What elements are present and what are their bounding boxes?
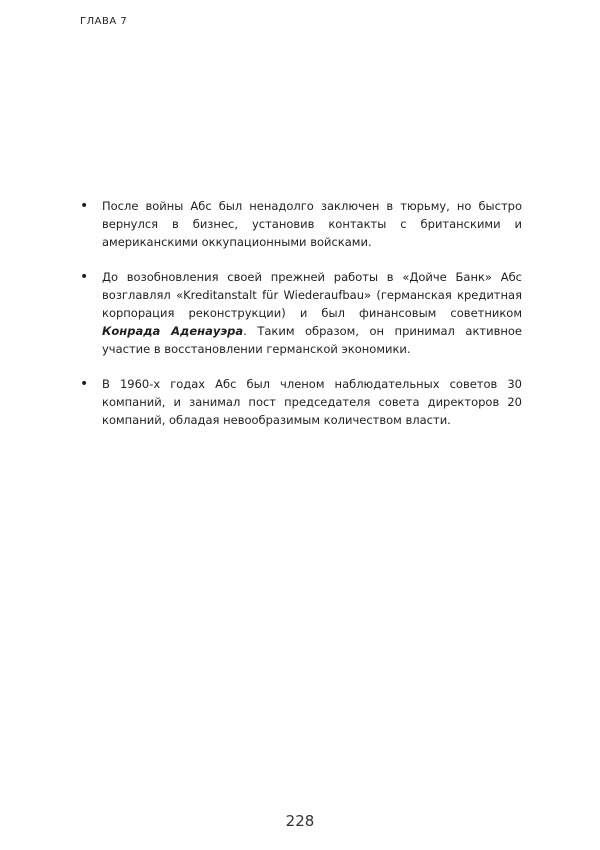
bullet-text-part: До возобновления своей прежней работы в «Дойче Банк» Абс возглавлял «Kreditanstalt für Wiederaufbau» (германская кредитная корпорация реконструкции) и был финансовым советником	[102, 270, 522, 320]
bullet-icon: •	[80, 198, 89, 214]
bullet-text-part: . Таким образом, он принимал активное участие в восстановлении германской экономики.	[102, 324, 522, 356]
bullet-item	[78, 268, 522, 358]
bullet-icon: •	[80, 269, 89, 285]
bullet-item	[78, 197, 522, 251]
bullet-item	[78, 375, 522, 429]
bullet-icon: •	[80, 376, 89, 392]
chapter-header: ГЛАВА 7	[80, 16, 128, 27]
page-number: 228	[285, 812, 315, 830]
bullet-list	[78, 197, 522, 446]
bullet-text: В 1960-х годах Абс был членом наблюдательных советов 30 компаний, и занимал пост председателя совета директоров 20 компаний, обладая невообразимым количеством власти.	[102, 377, 522, 427]
bullet-text	[102, 270, 522, 356]
bullet-text: После войны Абс был ненадолго заключен в тюрьму, но быстро вернулся в бизнес, установив контакты с британскими и американскими оккупационными войсками.	[102, 199, 522, 249]
emphasized-name: Конрада Аденауэра	[102, 324, 244, 338]
